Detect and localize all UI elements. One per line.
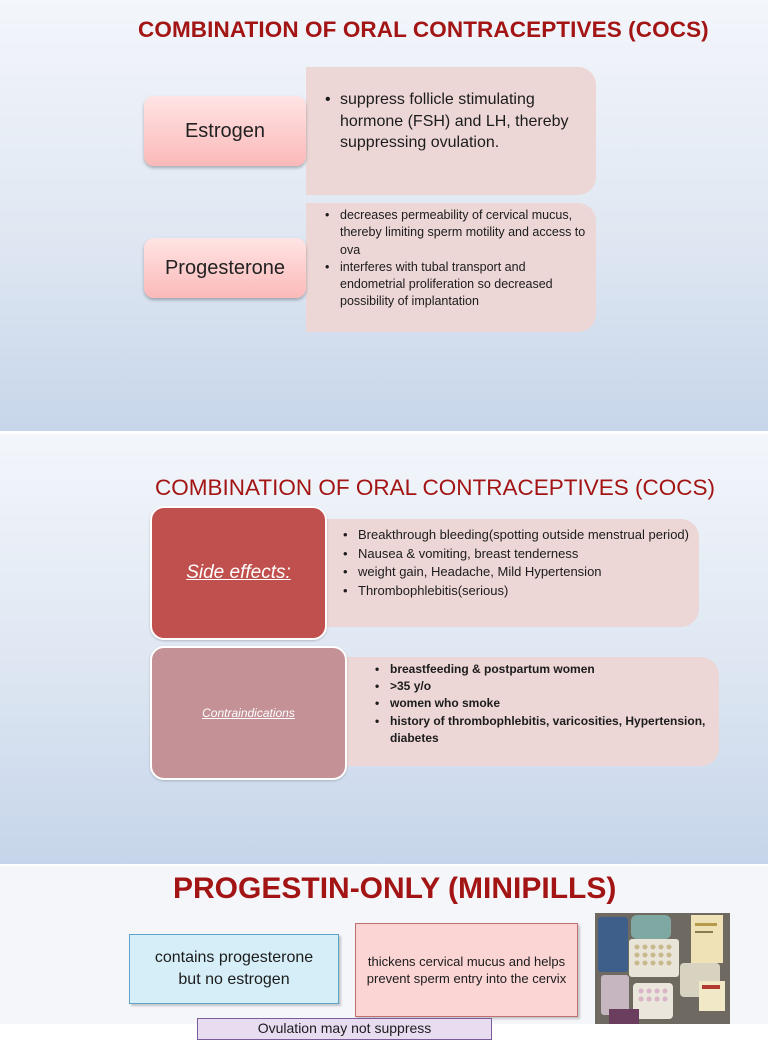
- progesterone-label: Progesterone: [164, 256, 286, 279]
- list-item: • weight gain, Headache, Mild Hypertension: [358, 563, 689, 582]
- pill-packs-image: [595, 913, 730, 1024]
- slide-1-title: COMBINATION OF ORAL CONTRACEPTIVES (COCS): [138, 17, 709, 42]
- list-item: • Thrombophlebitis(serious): [358, 582, 689, 601]
- slide-3-title: PROGESTIN-ONLY (MINIPILLS): [173, 872, 617, 905]
- list-item: • Breakthrough bleeding(spotting outside menstrual period): [358, 526, 689, 545]
- slide-1: [0, 0, 768, 431]
- side-effects-label-box: [150, 506, 327, 640]
- ovulation-box: [197, 1018, 492, 1040]
- progesterone-panel: [306, 203, 596, 332]
- ovulation-text: Ovulation may not suppress: [257, 1020, 432, 1036]
- side-effects-panel: [318, 519, 699, 627]
- contraindications-panel: [338, 657, 719, 766]
- progesterone-label-box: [144, 238, 306, 298]
- list-item: • women who smoke: [390, 695, 709, 712]
- pill-packs-photo: [595, 913, 730, 1024]
- list-item: • Nausea & vomiting, breast tenderness: [358, 545, 689, 564]
- slide-2-title: COMBINATION OF ORAL CONTRACEPTIVES (COCS): [155, 475, 716, 500]
- estrogen-panel: [306, 67, 596, 195]
- list-item: • history of thrombophlebitis, varicosities, Hypertension, diabetes: [390, 713, 709, 747]
- list-item: • decreases permeability of cervical mucus, thereby limiting sperm motility and access to ova: [340, 207, 586, 259]
- cervical-mucus-text: thickens cervical mucus and helps prevent sperm entry into the cervix: [366, 953, 567, 986]
- estrogen-label-box: [144, 96, 306, 166]
- cervical-mucus-box: [355, 923, 578, 1017]
- estrogen-label: Estrogen: [184, 119, 266, 142]
- list-item: • suppress follicle stimulating hormone (FSH) and LH, thereby suppressing ovulation.: [340, 89, 584, 154]
- list-item: • >35 y/o: [390, 678, 709, 695]
- contraindications-label: Contraindications: [202, 706, 295, 720]
- no-estrogen-box: [129, 934, 339, 1004]
- side-effects-label: Side effects:: [186, 562, 291, 583]
- no-estrogen-text: contains progesterone but no estrogen: [154, 949, 314, 988]
- contraindications-label-box: [150, 646, 347, 780]
- list-item: • breastfeeding & postpartum women: [390, 661, 709, 678]
- list-item: • interferes with tubal transport and endometrial proliferation so decreased possibility of implantation: [340, 259, 586, 311]
